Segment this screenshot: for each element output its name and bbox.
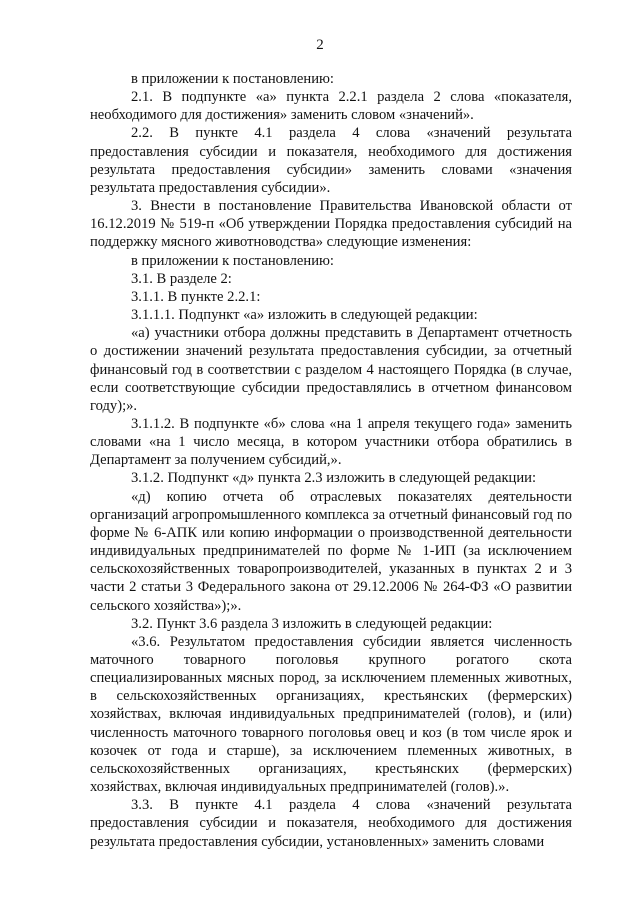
paragraph: в приложении к постановлению: [131,252,334,269]
page-number: 2 [316,37,324,53]
document-body [90,70,572,851]
paragraph: 3.3. В пункте 4.1 раздела 4 слова «значений результата предоставления субсидии и показателя, необходимого для достижения результата предоставления субсидии, установленных» заменить словами [90,797,572,850]
paragraph: 3.1. В разделе 2: [131,270,232,287]
paragraph: 2.1. В подпункте «а» пункта 2.2.1 раздела 2 слова «показателя, необходимого для достижения» заменить словом «значений». [90,89,572,124]
paragraph: «а) участники отбора должны представить в Департамент отчетность о достижении значений результата предоставления субсидии, за отчетный финансовый год в соответствии с разделом 4 настоящего Порядка (в случае, если соответствующие субсидии предоставлялись в отчетном финансовом году);». [90,325,572,414]
paragraph: 3.1.2. Подпункт «д» пункта 2.3 изложить в следующей редакции: [131,470,537,487]
paragraph: в приложении к постановлению: [131,71,334,87]
paragraph: «3.6. Результатом предоставления субсидии является численность маточного товарного поголовья крупного рогатого скота специализированных мясных пород, за исключением племенных животных, в сельскохозяйственных организациях, крестьянских (фермерских) хозяйствах, включая индивидуальных предпринимателей (голов), и (или) численность маточного товарного поголовья овец и коз (в том числе ярок и козочек от года и старше), за исключением племенных животных, в сельскохозяйственных организациях, крестьянских (фермерских) хозяйствах, включая индивидуальных предпринимателей (голов).». [90,633,572,796]
paragraph: «д) копию отчета об отраслевых показателях деятельности организаций агропромышленного комплекса за отчетный финансовый год по форме № 6-АПК или копию информации о производственной деятельности индивидуальных предпринимателей по форме № 1-ИП (за исключением сельскохозяйственных товаропроизводителей, указанных в пунктах 2 и 3 части 2 статьи 3 Федерального закона от 29.12.2006 № 264-ФЗ «О развитии сельского хозяйства»);». [90,488,572,614]
paragraph: 3.1.1. В пункте 2.2.1: [131,288,261,305]
paragraph: 3.1.1.1. Подпункт «а» изложить в следующей редакции: [131,307,478,324]
paragraph: 3.2. Пункт 3.6 раздела 3 изложить в следующей редакции: [131,615,493,632]
paragraph: 2.2. В пункте 4.1 раздела 4 слова «значений результата предоставления субсидии и показателя, необходимого для достижения результата предоставления субсидии» заменить словами «значения результата предоставления субсидии». [90,125,572,196]
paragraph: 3. Внести в постановление Правительства Ивановской области от 16.12.2019 № 519-п «Об утверждении Порядка предоставления субсидий на поддержку мясного животноводства» следующие изменения: [90,198,572,251]
paragraph: 3.1.1.2. В подпункте «б» слова «на 1 апреля текущего года» заменить словами «на 1 число месяца, в котором участники отбора обратились в Департамент за получением субсидий,». [90,415,572,469]
